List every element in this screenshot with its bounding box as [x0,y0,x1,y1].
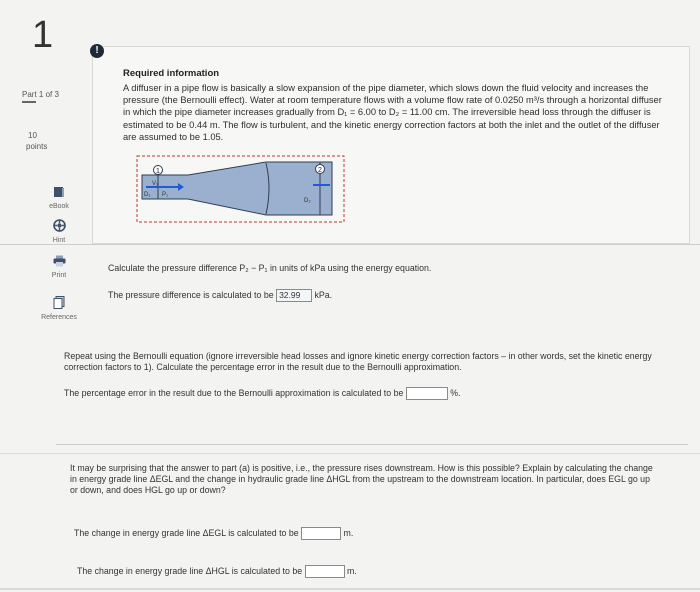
section-divider-3 [0,453,700,454]
part-b-answer-line [64,387,684,400]
question-number: 1 [32,14,54,56]
references-icon [24,296,94,312]
print-label: Print [51,272,67,279]
required-info-text: A diffuser in a pipe flow is basically a slow expansion of the pipe diameter, which slows down the fluid velocity and increases the pressure (the Bernoulli effect). Water at room temperature flows with a volume flow rate of 0.0250 m³/s through a horizontal diffuser in which the pipe diameter increases gradually from D₁ = 6.00 to D₂ = 11.00 cm. The irreversible head loss through the diffuser is estimated to be 0.44 m. The flow is turbulent, and the kinetic energy correction factors at both the inlet and the outlet of the diffuser are assumed to be 1.05. [123,83,662,142]
d2-label: D₂ [304,198,311,204]
hint-button[interactable] [24,219,94,244]
part-c-prompt: It may be surprising that the answer to part (a) is positive, i.e., the pressure rises downstream. How is this possible? Explain by calculating the change in energy grade line ΔEGL and the change in hydraulic grade line ΔHGL from the upstream to the downstream location. In particular, does EGL go up or down, and does HGL go up or down? [70,463,653,495]
diffuser-shape [142,162,332,215]
v1-label: V₁ [152,181,159,187]
percentage-error-input[interactable] [406,387,448,400]
section-2-label: 2 [318,167,322,174]
part-indicator: Part 1 of 3 [22,90,59,99]
egl-answer-line [74,527,674,540]
hgl-answer-unit: m. [347,565,357,576]
egl-input[interactable] [301,527,341,540]
hgl-input[interactable] [305,565,345,578]
references-button[interactable] [24,296,94,321]
d1-label: D₁ [144,192,151,198]
print-icon [24,255,94,270]
references-label: References [41,314,77,321]
ebook-label: eBook [49,203,69,210]
section-divider [0,244,700,245]
part-b-prompt: Repeat using the Bernoulli equation (ignore irreversible head losses and ignore kinetic energy correction factors – in other words, set the kinetic energy correction factors to 1). Calculate the percentage error in the result due to the Bernoulli approximation. [64,351,652,372]
hint-icon [24,219,94,235]
egl-answer-unit: m. [343,527,354,538]
ebook-button[interactable] [24,186,94,210]
p1-label: P₁ [162,192,169,198]
bottom-divider [0,588,700,590]
points-label: points [26,142,48,151]
section-divider-2 [56,444,688,445]
required-info-title: Required information [123,68,220,79]
diffuser-diagram [136,155,346,230]
pressure-difference-input[interactable]: 32.99 [276,289,312,302]
part-b-answer-unit: %. [450,387,461,398]
part-a-prompt: Calculate the pressure difference P₂ − P₁ in units of kPa using the energy equation. [108,263,432,273]
print-button[interactable] [24,255,94,279]
egl-answer-prefix: The change in energy grade line ΔEGL is calculated to be [74,527,299,538]
hint-label: Hint [52,237,66,244]
book-icon [24,186,94,201]
alert-icon: ! [90,44,104,58]
part-progress-bar [22,101,36,103]
part-a-answer-line [108,289,678,302]
part-b-answer-prefix: The percentage error in the result due to the Bernoulli approximation is calculated to be [64,387,404,398]
hgl-answer-line [77,565,677,578]
section-1-label: 1 [156,168,160,175]
part-a-answer-prefix: The pressure difference is calculated to be [108,289,274,300]
points-value: 10 [28,131,37,140]
hgl-answer-prefix: The change in energy grade line ΔHGL is calculated to be [77,565,303,576]
part-a-answer-unit: kPa. [314,289,333,300]
